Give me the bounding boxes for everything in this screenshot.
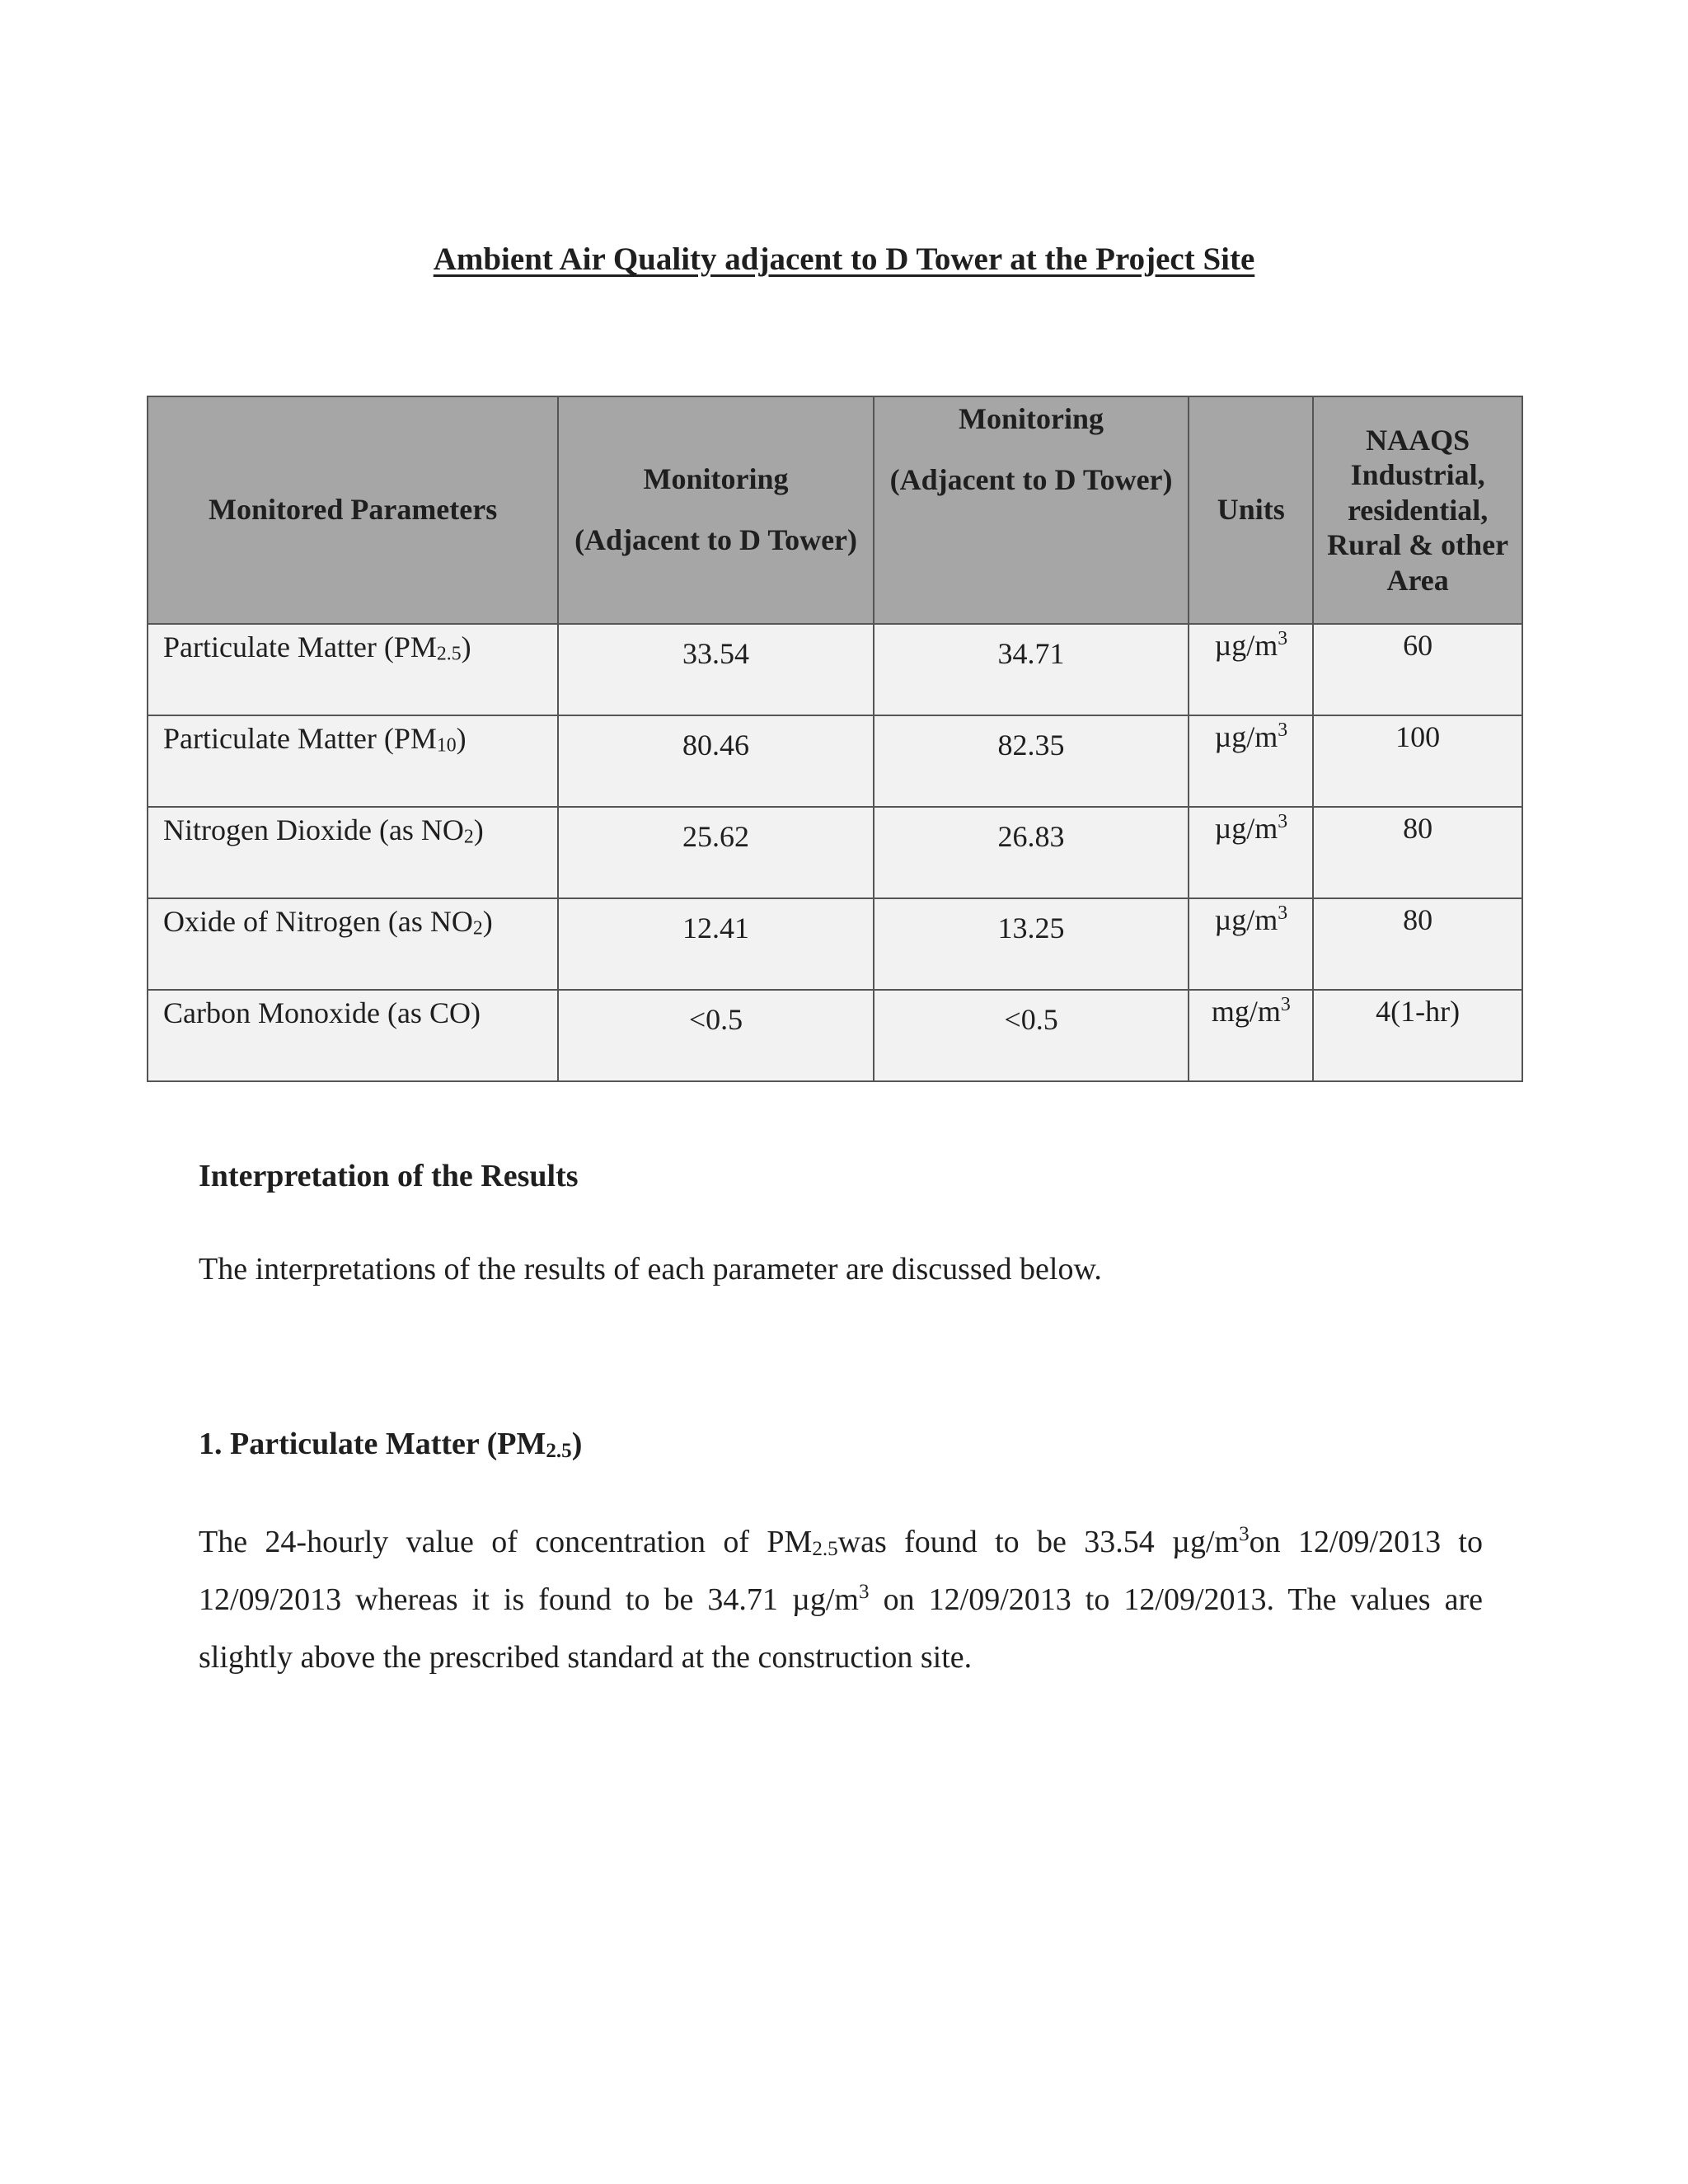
interpretation-heading: Interpretation of the Results bbox=[199, 1159, 579, 1193]
monitoring-1-value: 12.41 bbox=[558, 898, 874, 990]
unit-cell: $\mu g/m^3$ bbox=[1189, 807, 1313, 898]
header-naaqs-title: NAAQS bbox=[1366, 423, 1470, 457]
monitoring-1-value: <0.5 bbox=[558, 990, 874, 1081]
unit-cell: $\mu g/m^3$ bbox=[1189, 898, 1313, 990]
parameter-cell: Nitrogen Dioxide (as $NO_2$) bbox=[148, 807, 558, 898]
unit-cell: $mg/m^3$ bbox=[1189, 990, 1313, 1081]
header-monitoring-1 bbox=[558, 396, 874, 624]
parameter-cell: Carbon Monoxide (as CO) bbox=[148, 990, 558, 1081]
interpretation-intro: The interpretations of the results of each parameter are discussed below. bbox=[199, 1252, 1102, 1286]
monitoring-2-value: 26.83 bbox=[874, 807, 1189, 898]
section-1-paragraph: The 24-hourly value of concentration of $PM_{2.5}was$ found to be 33.54 $\mu g/m^3on$ 12/09/2013 to 12/09/2013 whereas it is found to be 34.71 $\mu g/m^3$ on 12/09/2013 to 12/09/2013. The values are slightly above the prescribed standard at the construction site. bbox=[199, 1523, 1483, 1675]
table-row bbox=[148, 990, 1522, 1081]
parameter-cell: Particulate Matter $(PM_{10})$ bbox=[148, 715, 558, 807]
naaqs-standard-value: 60 bbox=[1313, 624, 1522, 715]
naaqs-standard-value: 80 bbox=[1313, 898, 1522, 990]
table-header-row bbox=[148, 396, 1522, 624]
monitoring-1-value: 25.62 bbox=[558, 807, 874, 898]
parameter-cell: Oxide of Nitrogen (as $NO_2$) bbox=[148, 898, 558, 990]
header-monitoring-1-line2: (Adjacent to D Tower) bbox=[574, 523, 858, 556]
header-naaqs-areas: Industrial, residential, Rural & other Area bbox=[1327, 458, 1509, 597]
monitoring-1-value: 80.46 bbox=[558, 715, 874, 807]
header-monitoring-2-line1: Monitoring bbox=[959, 402, 1104, 435]
table-row bbox=[148, 715, 1522, 807]
header-naaqs bbox=[1313, 396, 1522, 624]
page-title: Ambient Air Quality adjacent to D Tower at the Project Site bbox=[433, 241, 1255, 277]
header-monitoring-2-line2: (Adjacent to D Tower) bbox=[889, 462, 1173, 496]
parameter-cell: Particulate Matter $(PM_{2.5})$ bbox=[148, 624, 558, 715]
table-row bbox=[148, 624, 1522, 715]
table-row bbox=[148, 898, 1522, 990]
header-units: Units bbox=[1189, 396, 1313, 624]
monitoring-2-value: 82.35 bbox=[874, 715, 1189, 807]
monitoring-2-value: <0.5 bbox=[874, 990, 1189, 1081]
unit-cell: $\mu g/m^3$ bbox=[1189, 715, 1313, 807]
header-monitoring-2 bbox=[874, 396, 1189, 624]
table-row bbox=[148, 807, 1522, 898]
header-monitoring-1-line1: Monitoring bbox=[643, 462, 789, 496]
unit-cell: $\mu g/m^3$ bbox=[1189, 624, 1313, 715]
naaqs-standard-value: 4(1-hr) bbox=[1313, 990, 1522, 1081]
air-quality-table bbox=[147, 396, 1523, 1082]
monitoring-1-value: 33.54 bbox=[558, 624, 874, 715]
monitoring-2-value: 34.71 bbox=[874, 624, 1189, 715]
header-monitored-parameters: Monitored Parameters bbox=[148, 396, 558, 624]
naaqs-standard-value: 100 bbox=[1313, 715, 1522, 807]
section-1-heading: 1. Particulate Matter $(PM_{2.5})$ bbox=[199, 1427, 583, 1462]
naaqs-standard-value: 80 bbox=[1313, 807, 1522, 898]
monitoring-2-value: 13.25 bbox=[874, 898, 1189, 990]
